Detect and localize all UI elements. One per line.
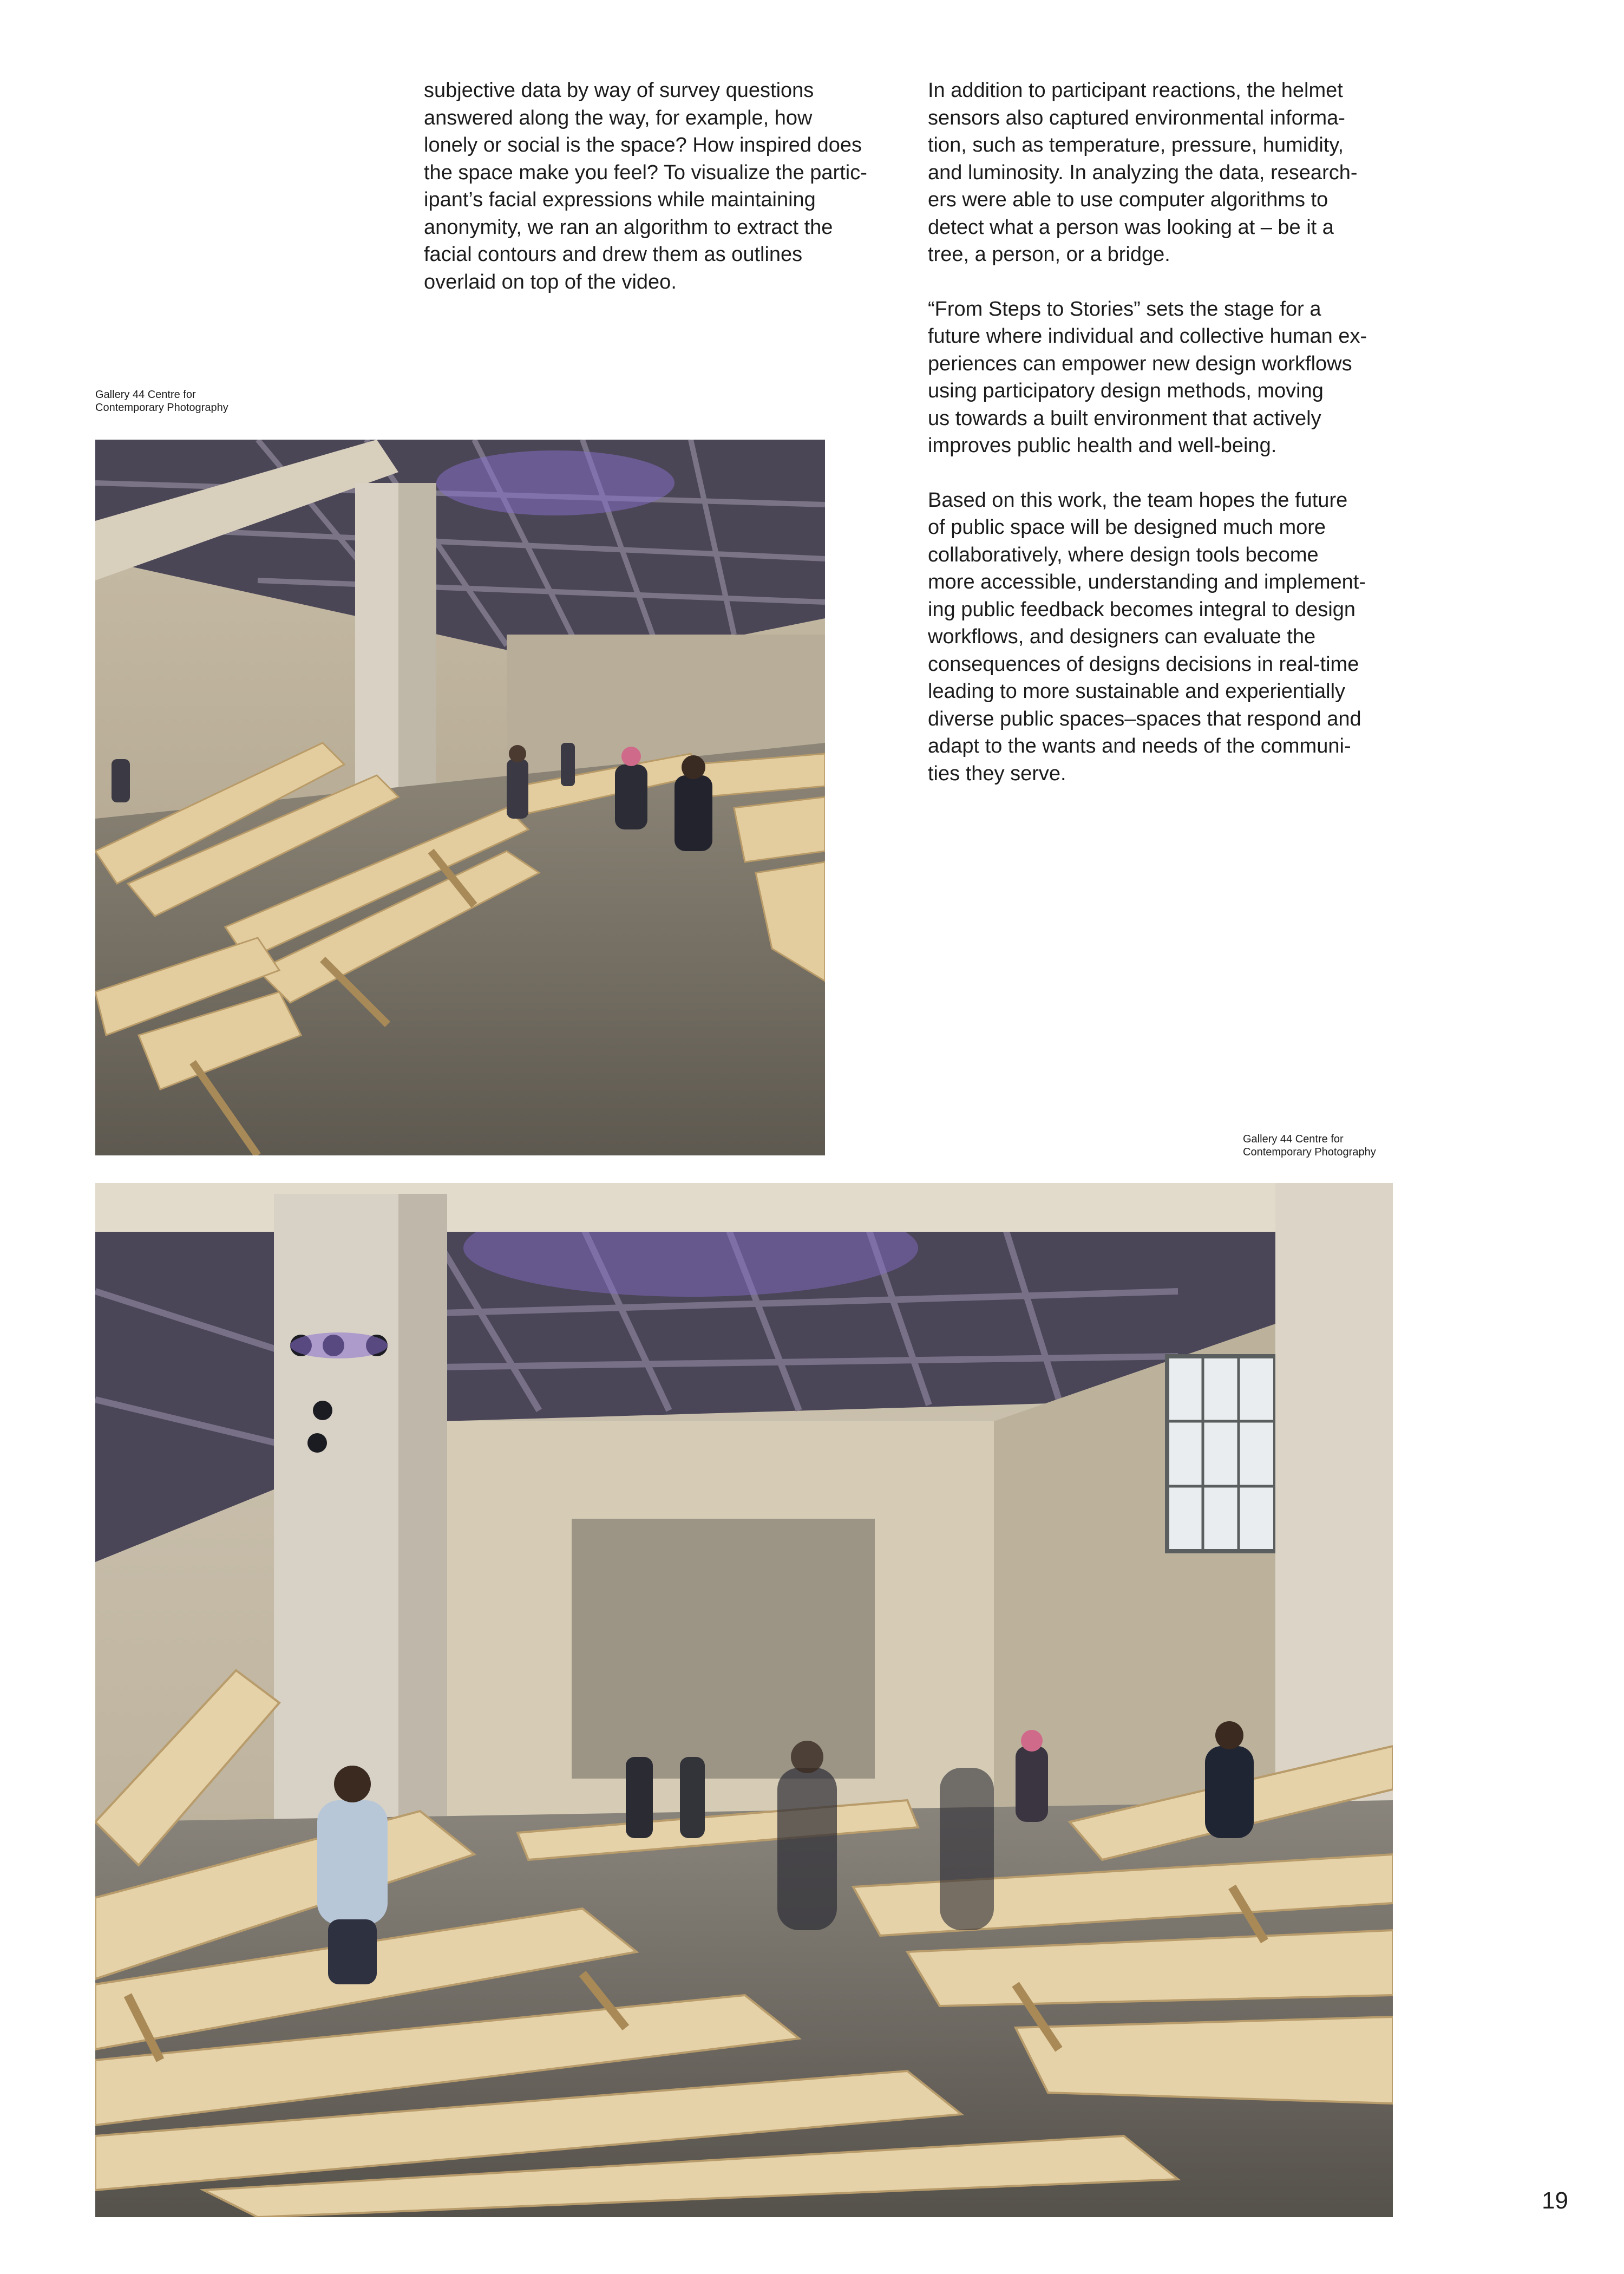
photo-caption <box>1243 1133 1376 1159</box>
text-line: consequences of designs decisions in real-time <box>928 652 1359 676</box>
body-text-left-column <box>424 77 889 323</box>
text-line: ties they serve. <box>928 762 1066 785</box>
text-line: diverse public spaces–spaces that respond and <box>928 707 1361 730</box>
text-line: adapt to the wants and needs of the communi- <box>928 735 1351 757</box>
photo-illustration <box>95 1183 1393 2217</box>
text-line: of public space will be designed much more <box>928 516 1326 539</box>
text-line: and luminosity. In analyzing the data, research- <box>928 161 1358 184</box>
page-number: 19 <box>1542 2187 1568 2214</box>
text-line: In addition to participant reactions, the helmet <box>928 79 1343 102</box>
text-line: improves public health and well-being. <box>928 434 1277 457</box>
text-line: tree, a person, or a bridge. <box>928 243 1170 266</box>
paragraph <box>928 487 1404 788</box>
text-line: facial contours and drew them as outlines <box>424 243 803 266</box>
paragraph <box>928 296 1404 460</box>
gallery-photo-installation-2 <box>95 1183 1393 2217</box>
text-line: future where individual and collective human ex- <box>928 325 1367 348</box>
text-line: collaboratively, where design tools become <box>928 543 1319 566</box>
text-line: workflows, and designers can evaluate the <box>928 625 1316 648</box>
text-line: the space make you feel? To visualize the partic- <box>424 161 867 184</box>
text-line: using participatory design methods, moving <box>928 380 1324 402</box>
text-line: Based on this work, the team hopes the future <box>928 488 1348 512</box>
text-line: answered along the way, for example, how <box>424 106 813 129</box>
gallery-photo-installation-1 <box>95 440 825 1155</box>
text-line: lonely or social is the space? How inspired does <box>424 134 862 156</box>
caption-line: Gallery 44 Centre for <box>95 389 196 401</box>
photo-illustration <box>95 440 825 1155</box>
text-line: ipant’s facial expressions while maintaining <box>424 188 816 211</box>
text-line: tion, such as temperature, pressure, humidity, <box>928 134 1344 156</box>
text-line: us towards a built environment that actively <box>928 407 1321 430</box>
paragraph <box>928 77 1404 269</box>
text-line: subjective data by way of survey questions <box>424 79 814 102</box>
text-line: anonymity, we ran an algorithm to extract the <box>424 215 833 239</box>
paragraph <box>424 77 889 296</box>
text-line: periences can empower new design workflows <box>928 352 1352 375</box>
text-line: “From Steps to Stories” sets the stage for a <box>928 297 1321 321</box>
caption-line: Gallery 44 Centre for <box>1243 1133 1344 1145</box>
photo-caption <box>95 388 228 414</box>
text-line: sensors also captured environmental informa- <box>928 106 1345 129</box>
text-line: more accessible, understanding and implement- <box>928 571 1366 593</box>
caption-line: Contemporary Photography <box>1243 1146 1376 1158</box>
caption-line: Contemporary Photography <box>95 402 228 414</box>
body-text-right-column <box>928 77 1404 814</box>
text-line: ing public feedback becomes integral to design <box>928 598 1356 621</box>
text-line: detect what a person was looking at – be it a <box>928 215 1334 239</box>
text-line: leading to more sustainable and experientially <box>928 680 1346 703</box>
text-line: ers were able to use computer algorithms to <box>928 188 1328 211</box>
text-line: overlaid on top of the video. <box>424 270 677 293</box>
